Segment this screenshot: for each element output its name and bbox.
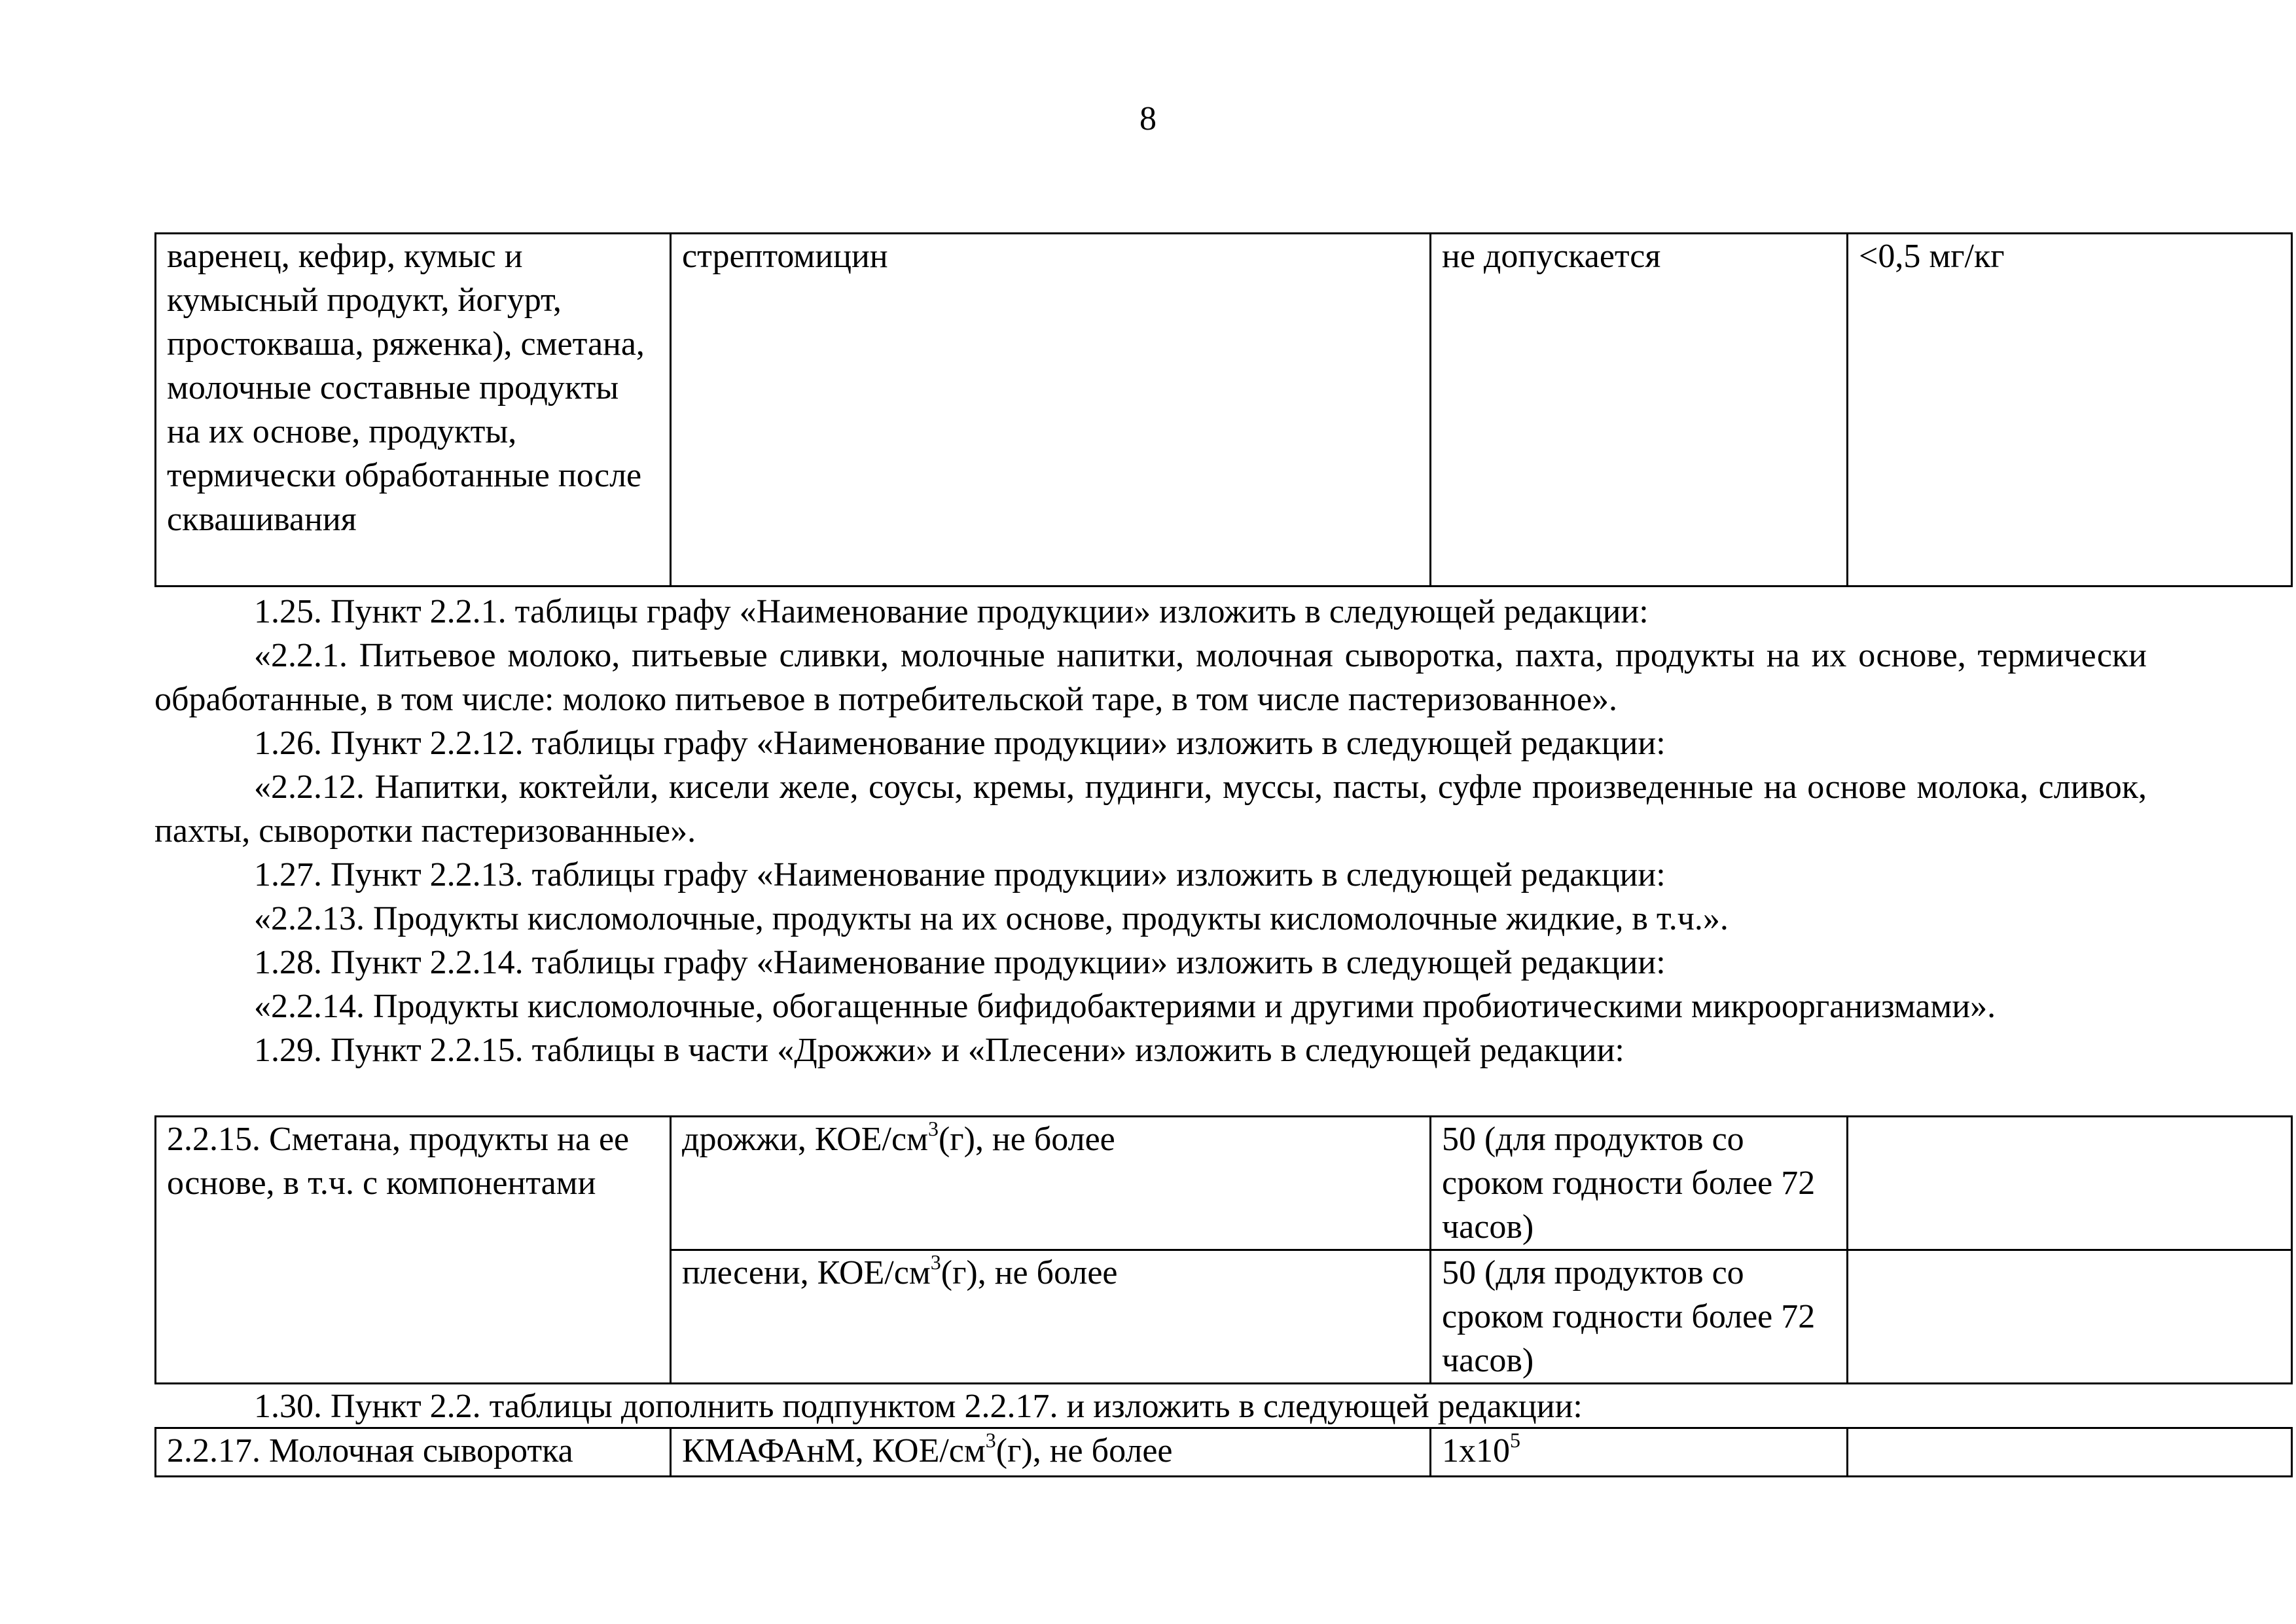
table-row xyxy=(156,234,2292,586)
paragraph: 1.30. Пункт 2.2. таблицы дополнить подпунктом 2.2.17. и изложить в следующей редакции: xyxy=(254,1388,1583,1425)
page-number: 8 xyxy=(1139,100,1157,137)
table-whey xyxy=(154,1427,2293,1477)
paragraph: «2.2.12. Напитки, коктейли, кисели желе, соусы, кремы, пудинги, муссы, пасты, суфле произведенные на основе молока, сливок, пахты, сыворотки пастеризованные». xyxy=(154,768,2147,850)
table-row xyxy=(156,1428,2292,1477)
paragraph: 1.25. Пункт 2.2.1. таблицы графу «Наименование продукции» изложить в следующей редакции: xyxy=(254,593,1649,630)
paragraph: «2.2.14. Продукты кисломолочные, обогащенные бифидобактериями и другими пробиотическими микроорганизмами». xyxy=(254,988,1996,1025)
paragraph: 1.28. Пункт 2.2.14. таблицы графу «Наименование продукции» изложить в следующей редакции: xyxy=(254,944,1666,981)
paragraph: 1.29. Пункт 2.2.15. таблицы в части «Дрожжи» и «Плесени» изложить в следующей редакции: xyxy=(254,1032,1624,1069)
empty-cell xyxy=(1848,1428,2292,1477)
paragraph: 1.26. Пункт 2.2.12. таблицы графу «Наименование продукции» изложить в следующей редакции: xyxy=(254,725,1666,762)
norm-cell: не допускается xyxy=(1431,234,1848,586)
empty-cell xyxy=(1848,1250,2292,1384)
paragraph: 1.27. Пункт 2.2.13. таблицы графу «Наименование продукции» изложить в следующей редакции: xyxy=(254,856,1666,893)
amendments-block-1 xyxy=(154,590,2147,1072)
norm-cell: $1х10^5$ xyxy=(1431,1428,1848,1477)
indicator-cell: КМАФАнМ, КОЕ/$см^3(г)$, не более xyxy=(671,1428,1431,1477)
amendments-block-2 xyxy=(154,1384,2147,1428)
norm-cell: 50 (для продуктов со сроком годности более 72 часов) xyxy=(1431,1117,1848,1250)
product-cell: 2.2.17. Молочная сыворотка xyxy=(156,1428,671,1477)
limit-cell: <0,5 мг/кг xyxy=(1848,234,2292,586)
empty-cell xyxy=(1848,1117,2292,1250)
product-cell: варенец, кефир, кумыс и кумысный продукт, йогурт, простокваша, ряженка), сметана, молочные составные продукты на их основе, продукты, термически обработанные после сквашивания xyxy=(156,234,671,586)
table-streptomycin xyxy=(154,232,2293,587)
table-yeast-mold xyxy=(154,1115,2293,1384)
norm-cell: 50 (для продуктов со сроком годности более 72 часов) xyxy=(1431,1250,1848,1384)
paragraph: «2.2.1. Питьевое молоко, питьевые сливки, молочные напитки, молочная сыворотка, пахта, продукты на их основе, термически обработанные, в том числе: молоко питьевое в потребительской таре, в том числе пастеризованное». xyxy=(154,637,2147,718)
indicator-cell: стрептомицин xyxy=(671,234,1431,586)
table-row xyxy=(156,1117,2292,1250)
paragraph: «2.2.13. Продукты кисломолочные, продукты на их основе, продукты кисломолочные жидкие, в т.ч.». xyxy=(254,900,1729,937)
product-cell: 2.2.15. Сметана, продукты на ее основе, в т.ч. с компонентами xyxy=(156,1117,671,1384)
indicator-cell: дрожжи, КОЕ/$см^3(г)$, не более xyxy=(671,1117,1431,1250)
indicator-cell: плесени, КОЕ/$см^3(г)$, не более xyxy=(671,1250,1431,1384)
